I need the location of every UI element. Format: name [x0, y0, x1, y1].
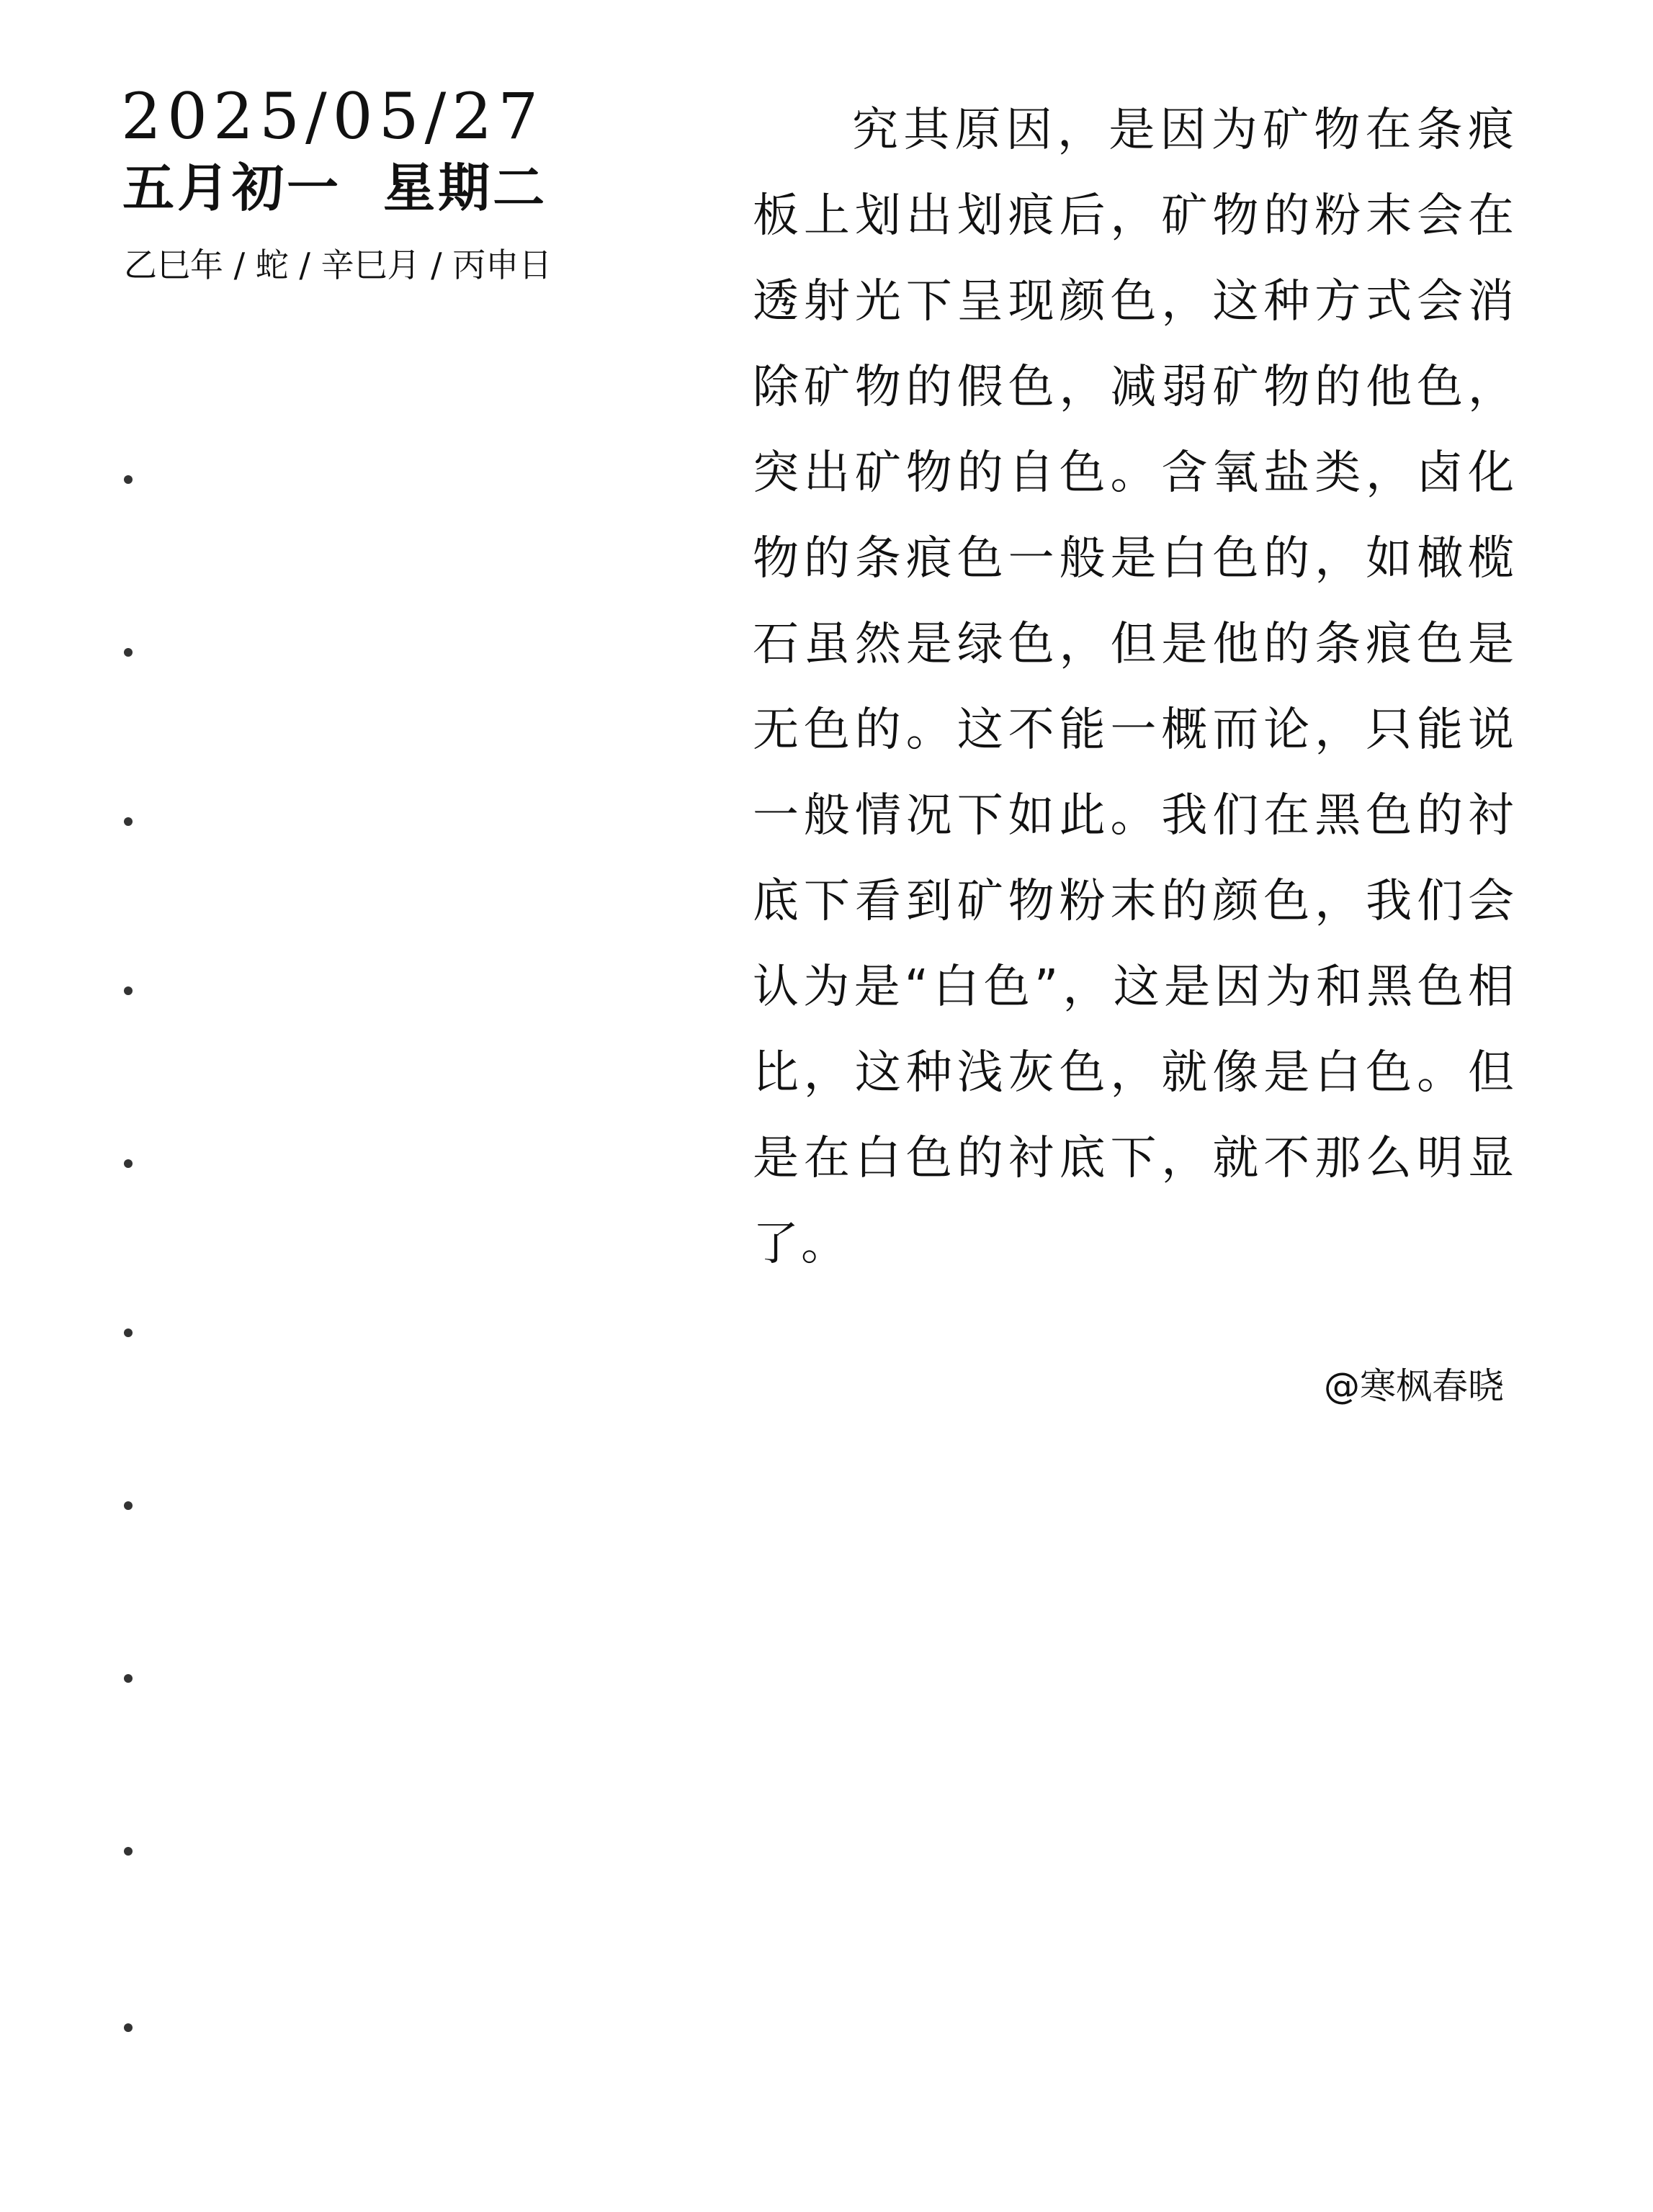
binding-dot — [124, 2023, 133, 2032]
lunar-date-weekday: 五月初一 星期二 — [122, 158, 548, 218]
binding-dot — [124, 475, 133, 484]
binding-dot — [124, 1159, 133, 1168]
binding-dot — [124, 648, 133, 657]
binding-dot — [124, 1501, 133, 1510]
binding-dot — [124, 1328, 133, 1337]
binding-dot — [124, 817, 133, 826]
binding-dot — [124, 1674, 133, 1683]
binding-dots — [124, 0, 153, 2212]
author-signature: @寒枫春晓 — [1324, 1365, 1504, 1407]
ganzhi-date: 乙巳年 / 蛇 / 辛巳月 / 丙申日 — [124, 246, 552, 284]
date-heading: 2025/05/27 — [121, 79, 545, 153]
body-paragraph: 究其原因，是因为矿物在条痕板上划出划痕后，矿物的粉末会在透射光下呈现颜色，这种方式会消除矿物的假色，减弱矿物的他色，突出矿物的自色。含氧盐类，卤化物的条痕色一般是白色的，如橄榄石虽然是绿色，但是他的条痕色是无色的。这不能一概而论，只能说一般情况下如此。我们在黑色的衬底下看到矿物粉末的颜色，我们会认为是“白色”，这是因为和黑色相比，这种浅灰色，就像是白色。但是在白色的衬底下，就不那么明显了。 — [753, 104, 1516, 1271]
binding-dot — [124, 986, 133, 995]
binding-dot — [124, 1847, 133, 1856]
